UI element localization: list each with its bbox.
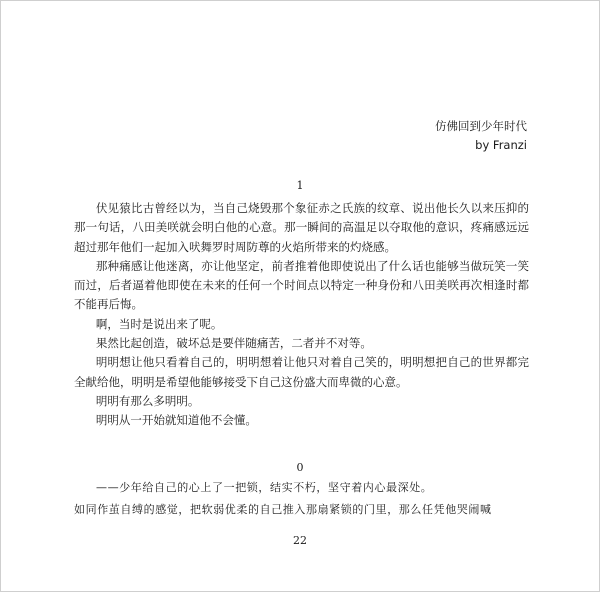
title-block: [435, 117, 527, 155]
section-number: 0: [296, 461, 304, 474]
paragraph: 明明想让他只看着自己的，明明想着让他只对着自己笑的，明明想把自己的世界都完全献给他，明明是希望他能够接受下自己这份盛大而卑微的心意。: [74, 355, 529, 389]
author-line: by Franzi: [475, 138, 527, 152]
section-one-body: [74, 199, 529, 431]
paragraph: 那种痛感让他迷离，亦让他坚定，前者推着他即使说出了什么话也能够当做玩笑一笑而过，后者逼着他即使在未来的任何一个时间点以特定一种身份和八田美咲再次相逢时都不能再后悔。: [74, 258, 529, 312]
paragraph: 啊，当时是说出来了呢。: [95, 316, 223, 331]
section-number: 1: [296, 179, 304, 192]
paragraph: 明明有那么多明明。: [95, 393, 200, 408]
page-number: 22: [293, 534, 307, 547]
paragraph: 如同作茧自缚的感觉，把软弱优柔的自己推入那扇紧锁的门里，那么任凭他哭闹喊: [74, 503, 492, 516]
paragraph: 伏见猿比古曾经以为，当自己烧毁那个象征赤之氏族的纹章、说出他长久以来压抑的那一句话，八田美咲就会明白他的心意。那一瞬间的高温足以夺取他的意识，疼痛感远远超过那年他们一起加入吠舞罗时周防尊的火焰所带来的灼烧感。: [74, 201, 529, 254]
paragraph: 果然比起创造，破坏总是要伴随痛苦，二者并不对等。: [95, 336, 372, 351]
section-zero-body: [74, 477, 532, 521]
paragraph: 明明从一开始就知道他不会懂。: [95, 413, 257, 428]
paragraph: ——少年给自己的心上了一把锁，结实不朽，坚守着内心最深处。: [96, 481, 433, 494]
document-title: 仿佛回到少年时代: [435, 119, 527, 133]
